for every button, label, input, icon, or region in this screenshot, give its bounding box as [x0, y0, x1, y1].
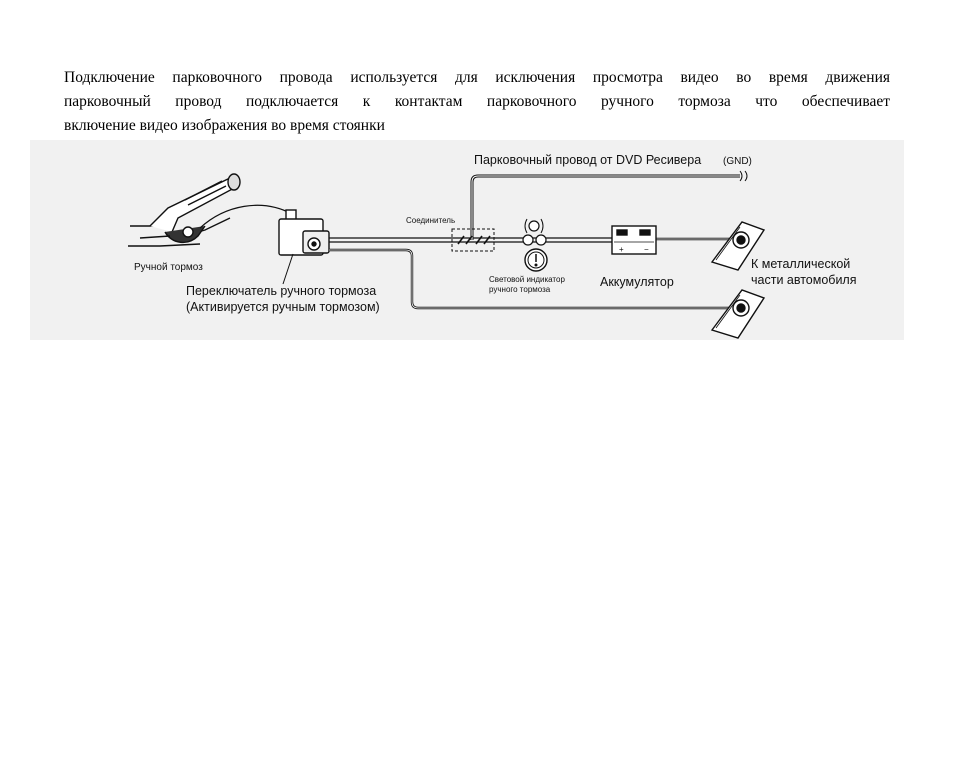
indicator-label-line-1: Световой индикатор [489, 275, 565, 284]
handbrake-label: Ручной тормоз [134, 262, 203, 273]
svg-text:−: − [644, 245, 649, 254]
brake-cable [200, 205, 292, 228]
svg-text:+: + [619, 245, 624, 254]
metal-label-line-1: К металлической [751, 257, 851, 271]
metal-label-line-2: части автомобиля [751, 273, 857, 287]
battery-label: Аккумулятор [600, 275, 674, 289]
switch-label-line-1: Переключатель ручного тормоза [186, 284, 377, 298]
indicator-label-line-2: ручного тормоза [489, 285, 551, 294]
parking-wire-label: Парковочный провод от DVD Ресивера [474, 153, 702, 167]
handbrake-icon [128, 174, 240, 246]
paragraph-line-2: парковочный провод подключается к контактам парковочного ручного тормоза что обеспечивает [64, 93, 890, 110]
gnd-label: (GND) [723, 156, 752, 167]
connector-label: Соединитель [406, 216, 456, 225]
battery-icon [612, 226, 656, 254]
indicator-lamp-icon [523, 219, 547, 271]
paragraph-line-3: включение видео изображения во время стоянки [64, 117, 385, 134]
paragraph-line-1: Подключение парковочного провода используется для исключения просмотра видео во время движения [64, 69, 890, 86]
ground-plate-icon-2 [712, 290, 764, 338]
switch-label-line-2: (Активируется ручным тормозом) [186, 300, 380, 314]
handbrake-switch-icon [279, 210, 329, 284]
